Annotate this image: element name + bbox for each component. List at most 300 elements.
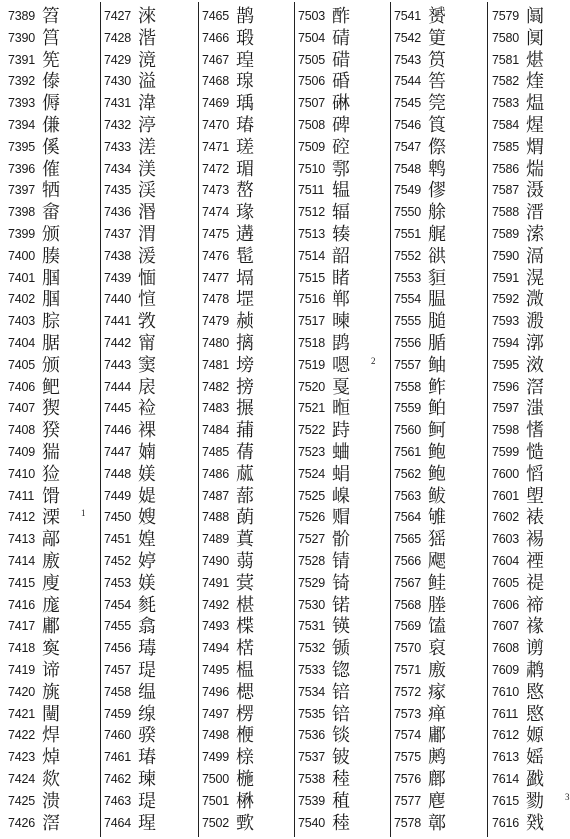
table-row [492, 355, 544, 377]
entry-number: 7476 [202, 248, 230, 263]
entry-character: 渓 [138, 180, 156, 202]
table-row [394, 813, 446, 835]
entry-character: 傕 [42, 158, 60, 180]
entry-number: 7575 [394, 750, 422, 765]
table-row [202, 311, 254, 333]
table-row [298, 747, 350, 769]
entry-character: 稑 [332, 769, 350, 790]
entry-number: 7592 [492, 292, 520, 307]
table-row [202, 551, 254, 573]
entry-character: 谫 [526, 638, 544, 660]
entry-character: 媄 [138, 463, 156, 485]
table-row [492, 660, 544, 682]
entry-number: 7390 [8, 30, 36, 45]
table-row [8, 115, 60, 137]
entry-character: 稑 [332, 812, 350, 834]
entry-character: 碃 [332, 27, 350, 49]
entry-character: 瑝 [236, 49, 254, 71]
entry-number: 7437 [104, 227, 132, 241]
entry-number: 7504 [298, 30, 326, 45]
table-row [492, 71, 544, 93]
entry-character: 蒖 [236, 529, 254, 551]
entry-character: 闉 [42, 703, 60, 725]
table-row [8, 507, 86, 529]
table-row [8, 246, 60, 268]
table-row [298, 529, 350, 551]
entry-character: 貆 [428, 267, 446, 289]
entry-number: 7612 [492, 728, 520, 743]
table-row [394, 398, 446, 420]
entry-number: 7425 [8, 793, 36, 808]
entry-character: 筶 [428, 71, 446, 93]
entry-number: 7581 [492, 52, 520, 67]
table-row [492, 202, 544, 224]
entry-number: 7435 [104, 183, 132, 198]
table-row [8, 398, 60, 420]
table-row [202, 704, 254, 726]
table-row [298, 442, 350, 464]
entry-character: 窦 [138, 354, 156, 376]
entry-character: 谛 [42, 660, 60, 681]
table-row [298, 202, 350, 224]
entry-character: 滉 [526, 267, 544, 289]
entry-number: 7589 [492, 227, 520, 241]
table-row [202, 28, 254, 50]
table-row [104, 115, 156, 137]
entry-number: 7391 [8, 52, 36, 67]
entry-character: 腽 [428, 289, 446, 311]
entry-number: 7398 [8, 205, 36, 220]
entry-character: 碑 [332, 115, 350, 136]
table-row [104, 486, 156, 508]
entry-number: 7501 [202, 793, 230, 808]
table-row [298, 420, 350, 442]
entry-character: 猤 [42, 420, 60, 442]
table-row [394, 93, 446, 115]
entry-number: 7502 [202, 815, 230, 830]
entry-number: 7474 [202, 205, 230, 220]
table-row [8, 442, 60, 464]
entry-number: 7605 [492, 575, 520, 590]
table-row [8, 529, 60, 551]
entry-character: 塍 [428, 594, 446, 616]
entry-number: 7588 [492, 205, 520, 220]
table-row [298, 704, 350, 726]
table-row [202, 747, 254, 769]
entry-number: 7608 [492, 641, 520, 656]
table-row [492, 289, 544, 311]
table-row [394, 486, 446, 508]
entry-number: 7547 [394, 139, 422, 154]
entry-number: 7597 [492, 401, 520, 416]
entry-character: 渟 [138, 115, 156, 136]
entry-character: 焊 [42, 725, 60, 747]
entry-number: 7399 [8, 227, 36, 241]
table-row [8, 93, 60, 115]
entry-number: 7468 [202, 74, 230, 89]
entry-number: 7423 [8, 750, 36, 765]
entry-number: 7536 [298, 728, 326, 743]
table-row [202, 398, 254, 420]
entry-number: 7593 [492, 314, 520, 329]
entry-character: 溹 [526, 224, 544, 245]
entry-character: 渭 [138, 224, 156, 245]
entry-character: 傔 [42, 115, 60, 136]
entry-character: 赟 [428, 6, 446, 27]
entry-character: 嶅 [236, 180, 254, 202]
entry-number: 7427 [104, 9, 132, 23]
entry-number: 7470 [202, 118, 230, 132]
table-row [298, 28, 350, 50]
entry-number: 7516 [298, 292, 326, 307]
table-row [202, 442, 254, 464]
table-row [8, 311, 60, 333]
table-row [104, 507, 156, 529]
table-row [492, 704, 544, 726]
table-row [394, 28, 446, 50]
table-row [104, 769, 156, 791]
entry-character: 滠 [526, 180, 544, 202]
entry-number: 7613 [492, 750, 520, 765]
entry-character: 淶 [138, 6, 156, 27]
entry-number: 7540 [298, 815, 326, 830]
table-row [298, 791, 350, 813]
entry-character: 婻 [138, 442, 156, 463]
entry-number: 7477 [202, 270, 230, 285]
entry-character: 筻 [428, 27, 446, 49]
table-row [202, 180, 254, 202]
entry-number: 7555 [394, 314, 422, 329]
entry-character: 渼 [138, 158, 156, 180]
entry-number: 7444 [104, 379, 132, 394]
entry-character: 酢 [332, 6, 350, 27]
entry-character: 锳 [332, 616, 350, 638]
table-row [104, 28, 156, 50]
entry-character: 湲 [138, 245, 156, 267]
entry-character: 愐 [138, 267, 156, 289]
entry-character: 傉 [42, 93, 60, 115]
table-row [104, 442, 156, 464]
entry-character: 猺 [428, 529, 446, 551]
entry-number: 7563 [394, 488, 422, 503]
column-divider [294, 2, 295, 837]
entry-number: 7389 [8, 9, 36, 23]
entry-character: 遘 [236, 224, 254, 245]
table-row [202, 791, 254, 813]
entry-character: 婷 [138, 551, 156, 572]
entry-character: 榇 [236, 747, 254, 769]
table-row [492, 115, 544, 137]
entry-number: 7418 [8, 641, 36, 656]
entry-number: 7508 [298, 118, 326, 132]
entry-number: 7549 [394, 183, 422, 198]
entry-character: 瑔 [236, 71, 254, 93]
table-row [492, 442, 544, 464]
entry-number: 7472 [202, 161, 230, 176]
entry-number: 7464 [104, 815, 132, 830]
entry-character: 瑆 [138, 812, 156, 834]
table-row [104, 50, 156, 72]
entry-character: 甯 [138, 333, 156, 354]
entry-number: 7610 [492, 684, 520, 699]
entry-character: 锫 [332, 681, 350, 703]
entry-character: 腘 [42, 267, 60, 289]
entry-number: 7461 [104, 750, 132, 765]
entry-number: 7426 [8, 815, 36, 830]
entry-character: 鲃 [42, 376, 60, 398]
entry-character: 鄘 [428, 725, 446, 747]
entry-number: 7611 [492, 706, 519, 721]
table-row [394, 311, 446, 333]
entry-character: 辐 [332, 202, 350, 224]
entry-number: 7467 [202, 52, 230, 67]
table-row [394, 137, 446, 159]
table-row [394, 573, 446, 595]
entry-number: 7486 [202, 466, 230, 481]
entry-character: 瑳 [236, 136, 254, 158]
table-row [104, 289, 156, 311]
entry-character: 猃 [42, 463, 60, 485]
table-row [394, 638, 446, 660]
entry-character: 戛 [332, 376, 350, 398]
entry-number: 7442 [104, 336, 132, 350]
table-row [394, 71, 446, 93]
table-row [492, 464, 544, 486]
table-row [492, 551, 544, 573]
table-row [492, 311, 544, 333]
entry-character: 颁 [42, 224, 60, 245]
entry-character: 溍 [526, 202, 544, 224]
entry-number: 7451 [104, 532, 132, 547]
entry-number: 7515 [298, 270, 326, 285]
entry-character: 蒻 [236, 551, 254, 572]
entry-character: 旐 [42, 681, 60, 703]
entry-number: 7482 [202, 379, 230, 394]
entry-number: 7564 [394, 510, 422, 525]
table-row [492, 50, 544, 72]
entry-character: 瑅 [138, 660, 156, 681]
table-row [298, 725, 350, 747]
entry-number: 7585 [492, 139, 520, 154]
entry-number: 7447 [104, 445, 132, 459]
entry-character: 媞 [138, 485, 156, 507]
entry-number: 7394 [8, 118, 36, 132]
entry-number: 7558 [394, 379, 422, 394]
entry-character: 颁 [42, 354, 60, 376]
table-row [202, 638, 254, 660]
table-row [492, 420, 544, 442]
entry-character: 馉 [42, 485, 60, 507]
entry-number: 7395 [8, 139, 36, 154]
table-row [394, 704, 446, 726]
table-row [202, 289, 254, 311]
table-row [492, 725, 544, 747]
table-row [298, 6, 350, 28]
entry-number: 7434 [104, 161, 132, 176]
table-row [394, 551, 446, 573]
entry-number: 7578 [394, 815, 422, 830]
entry-number: 7455 [104, 619, 132, 634]
entry-number: 7559 [394, 401, 422, 416]
entry-character: 溵 [526, 311, 544, 333]
entry-character: 蓏 [236, 463, 254, 485]
entry-character: 麀 [428, 790, 446, 812]
table-row [298, 180, 350, 202]
entry-character: 腒 [42, 333, 60, 354]
entry-number: 7417 [8, 619, 36, 634]
entry-character: 楛 [236, 638, 254, 660]
entry-number: 7428 [104, 30, 132, 45]
entry-character: 傒 [42, 136, 60, 158]
table-row [202, 246, 254, 268]
entry-character: 蓢 [236, 507, 254, 529]
table-row [8, 28, 60, 50]
entry-character: 榅 [236, 660, 254, 681]
entry-number: 7537 [298, 750, 326, 765]
entry-character: 裱 [526, 507, 544, 529]
entry-character: 翕 [138, 616, 156, 638]
entry-character: 硿 [332, 136, 350, 158]
table-row [8, 747, 60, 769]
entry-number: 7517 [298, 314, 326, 329]
table-row [298, 268, 350, 290]
entry-number: 7550 [394, 205, 422, 220]
table-row [202, 813, 254, 835]
table-row [8, 377, 60, 399]
entry-number: 7543 [394, 52, 422, 67]
entry-number: 7570 [394, 641, 422, 656]
entry-number: 7456 [104, 641, 132, 656]
table-row [298, 50, 350, 72]
table-row [298, 638, 350, 660]
table-row [8, 638, 60, 660]
entry-number: 7602 [492, 510, 520, 525]
entry-number: 7440 [104, 292, 132, 307]
table-row [394, 725, 446, 747]
entry-character: 郸 [332, 289, 350, 311]
entry-number: 7595 [492, 357, 520, 372]
entry-number: 7531 [298, 619, 326, 634]
entry-character: 溠 [138, 136, 156, 158]
entry-number: 7441 [104, 314, 132, 329]
entry-number: 7408 [8, 423, 36, 438]
entry-character: 溦 [526, 289, 544, 311]
entry-character: 鲅 [428, 485, 446, 507]
entry-number: 7483 [202, 401, 230, 416]
entry-character: 塝 [236, 354, 254, 376]
table-row [298, 769, 350, 791]
entry-number: 7542 [394, 30, 422, 45]
entry-character: 碄 [332, 93, 350, 115]
entry-number: 7432 [104, 118, 132, 132]
entry-number: 7600 [492, 466, 520, 481]
entry-number: 7458 [104, 684, 132, 699]
table-row [104, 616, 156, 638]
table-row [394, 289, 446, 311]
entry-character: 媱 [526, 747, 544, 769]
entry-character: 笤 [42, 6, 60, 27]
table-row [394, 268, 446, 290]
entry-number: 7518 [298, 336, 326, 350]
entry-character: 畲 [42, 202, 60, 224]
entry-number: 7465 [202, 9, 230, 23]
entry-number: 7587 [492, 183, 520, 198]
entry-character: 鹍 [332, 333, 350, 354]
entry-character: 鹔 [526, 660, 544, 681]
table-row [394, 616, 446, 638]
entry-character: 鄣 [428, 812, 446, 834]
table-row [298, 159, 350, 181]
column-divider [100, 2, 101, 837]
entry-character: 瑀 [236, 93, 254, 115]
table-row [104, 159, 156, 181]
entry-character: 蜎 [332, 463, 350, 485]
entry-number: 7527 [298, 532, 326, 547]
entry-number: 7421 [8, 706, 36, 721]
table-row [394, 180, 446, 202]
entry-number: 7551 [394, 227, 422, 241]
entry-number: 7583 [492, 96, 520, 111]
entry-character: 瘅 [428, 703, 446, 725]
entry-character: 鲍 [428, 463, 446, 485]
entry-character: 媄 [138, 572, 156, 594]
entry-character: 嵲 [332, 485, 350, 507]
entry-character: 滘 [526, 376, 544, 398]
entry-number: 7530 [298, 597, 326, 612]
table-row [104, 377, 156, 399]
entry-character: 锜 [332, 572, 350, 594]
column-divider [198, 2, 199, 837]
entry-number: 7562 [394, 466, 422, 481]
entry-character: 铍 [332, 747, 350, 769]
entry-number: 7429 [104, 52, 132, 67]
table-row [492, 333, 544, 355]
entry-number: 7590 [492, 248, 520, 263]
entry-number: 7403 [8, 314, 36, 329]
table-row [394, 791, 446, 813]
table-row [492, 595, 544, 617]
entry-number: 7577 [394, 793, 422, 808]
entry-character: 寏 [42, 638, 60, 660]
entry-number: 7450 [104, 510, 132, 525]
entry-number: 7614 [492, 772, 520, 786]
table-row [8, 769, 60, 791]
entry-character: 髢 [236, 245, 254, 267]
entry-number: 7415 [8, 575, 36, 590]
entry-character: 欻 [42, 769, 60, 790]
entry-number: 7410 [8, 466, 36, 481]
table-row [8, 573, 60, 595]
entry-number: 7459 [104, 706, 132, 721]
entry-number: 7404 [8, 336, 36, 350]
entry-character: 戣 [526, 812, 544, 834]
entry-character: 猰 [42, 398, 60, 420]
table-row [394, 246, 446, 268]
table-row [8, 50, 60, 72]
entry-character: 韶 [332, 245, 350, 267]
entry-number: 7507 [298, 96, 326, 111]
table-row [104, 595, 156, 617]
entry-number: 7439 [104, 270, 132, 285]
entry-number: 7445 [104, 401, 132, 416]
entry-number: 7539 [298, 793, 326, 808]
table-row [492, 747, 544, 769]
entry-number: 7485 [202, 445, 230, 459]
entry-character: 愭 [526, 420, 544, 442]
table-row [394, 595, 446, 617]
table-row [492, 246, 544, 268]
table-row [202, 507, 254, 529]
